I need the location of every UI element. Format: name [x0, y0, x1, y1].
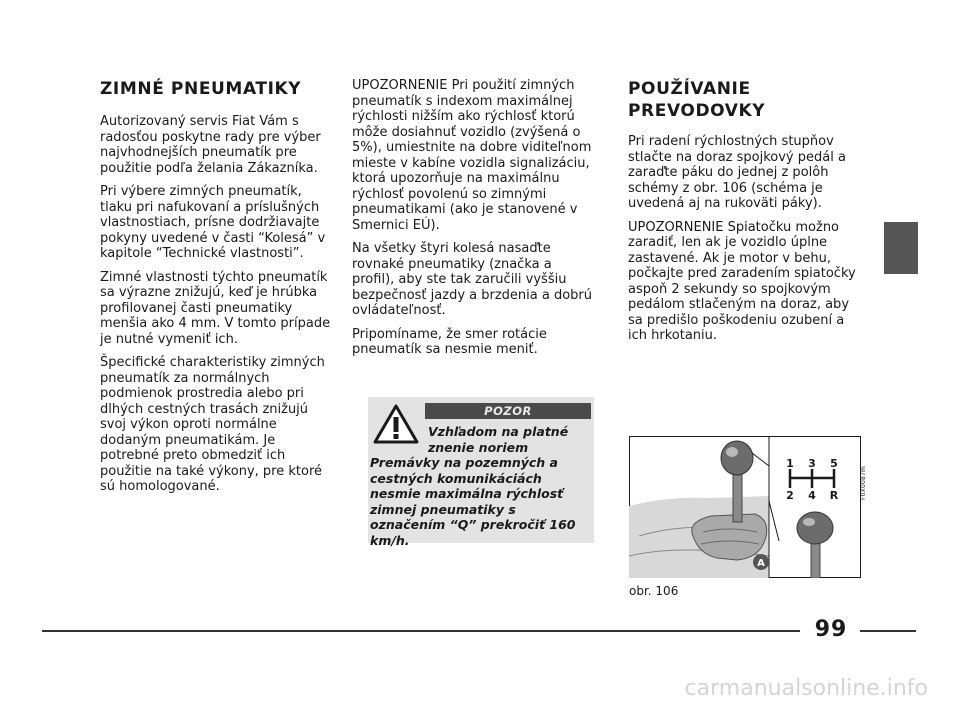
footer-rule-left — [42, 630, 800, 632]
gear-label-3: 3 — [808, 457, 816, 470]
paragraph: UPOZORNENIE Spiatočku možno zaradiť, len ak je vozidlo úplne zastavené. Ak je motor v behu, počkajte pred zaradením spiatočky aspoň 2 sekundy so spojkovým pedálom stlačeným na doraz, aby sa predišlo poškodeniu ozubení a ich hrkotaniu. — [628, 219, 856, 343]
gear-lever-figure — [629, 436, 861, 578]
gear-label-4: 4 — [808, 489, 816, 502]
heading-gearbox-line1: POUŽÍVANIE — [628, 79, 751, 99]
paragraph: Pripomíname, že smer rotácie pneumatík sa nesmie meniť. — [352, 326, 547, 357]
paragraph: Špecifické charakteristiky zimných pneumatík za normálnych podmienok prostredia alebo pri dlhých cestných trasách znižujú svoj výkon oproti normálne dodaným pneumatikám. Je potrebné preto obmedziť ich použitie na také výkony, pre ktoré sú homologované. — [100, 355, 325, 494]
heading-winter-tires: ZIMNÉ PNEUMATIKY — [100, 79, 302, 99]
paragraph: Autorizovaný servis Fiat Vám s radosťou poskytne rady pre výber najvhodnejších pneumatík pre použitie podľa želania Zákazníka. — [100, 114, 321, 176]
paragraph: UPOZORNENIE Pri použití zimných pneumatík s indexom maximálnej rýchlosti nižším ako rýchlosť ktorú môže dosiahnuť vozidlo (zvýšená o 5%), umiestnite na dobre viditeľnom mieste v kabíne vozidla signalizáciu, ktorá upozorňuje na maximálnu rýchlosť povolenú so zimnými pneumatikami (ako je stanovené v Smernici EÚ). — [352, 78, 592, 233]
heading-gearbox-line2: PREVODOVKY — [628, 101, 766, 121]
page-number: 99 — [814, 617, 848, 642]
marker-a: A — [757, 558, 765, 569]
figure-caption: obr. 106 — [629, 584, 679, 598]
section-tab — [884, 222, 918, 274]
paragraph: Pri výbere zimných pneumatík, tlaku pri nafukovaní a príslušných vlastnostiach, prísne dodržiavajte pokyny uvedené v časti “Kolesá” v kapitole “Technické vlastnosti”. — [100, 184, 326, 261]
heading-gearbox — [628, 78, 860, 122]
warning-title: POZOR — [425, 403, 591, 419]
warning-text-first-line: Vzhľadom na platné znenie noriem — [428, 424, 569, 455]
paragraph: Pri radení rýchlostných stupňov stlačte na doraz spojkový pedál a zaraďte páku do jednej z polôh schémy z obr. 106 (schéma je uvedená aj na rukoväti páky). — [628, 134, 846, 211]
footer-rule-right — [860, 630, 916, 632]
column-gearbox — [628, 78, 860, 352]
warning-text-rest: Premávky na pozemných a cestných komunikáciách nesmie maximálna rýchlosť zimnej pneumatiky s označením “Q” prekročiť 160 km/h. — [370, 455, 576, 548]
paragraph: Zimné vlastnosti týchto pneumatík sa výrazne znižujú, keď je hrúbka profilovanej časti pneumatiky menšia ako 4 mm. V tomto prípade je nutné vymeniť ich. — [100, 269, 331, 347]
figure-code: F0X0087m — [860, 465, 867, 500]
gear-label-1: 1 — [786, 457, 794, 470]
warning-text — [370, 424, 592, 548]
paragraph: Na všetky štyri kolesá nasaďte rovnaké pneumatiky (značka a profil), aby ste tak zaručili vyššiu bezpečnosť jazdy a brzdenia a dobrú ovládateľnosť. — [352, 241, 593, 318]
column-notice — [352, 78, 598, 366]
gear-label-2: 2 — [786, 489, 794, 502]
column-winter-tires — [100, 78, 332, 503]
watermark: carmanualsonline.info — [684, 676, 928, 701]
gear-label-r: R — [829, 489, 839, 502]
warning-box — [368, 397, 594, 548]
gear-label-5: 5 — [830, 457, 838, 470]
